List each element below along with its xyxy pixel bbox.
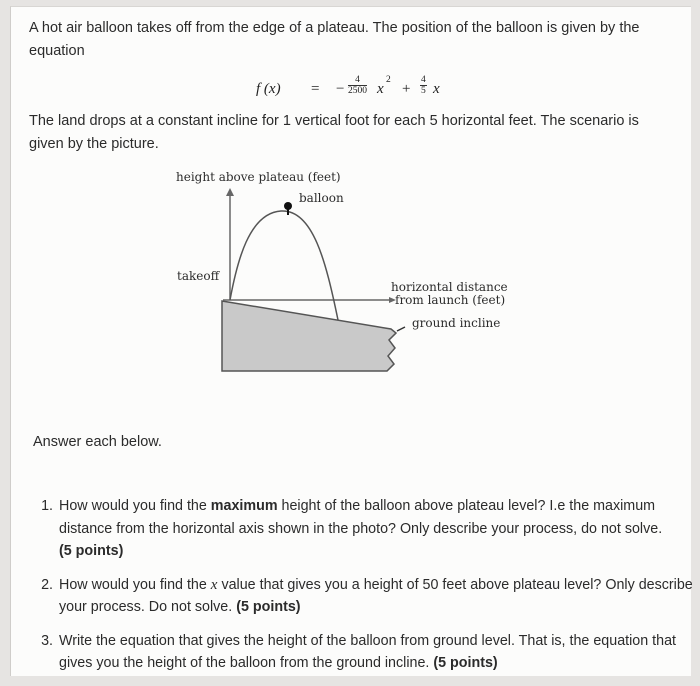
fraction-denominator: 2500: [348, 86, 367, 96]
y-axis-label: height above plateau (feet): [176, 170, 341, 184]
question-2-text-b: value that gives you a height of 50 feet above plateau level? Only describe your process. Do not solve.: [59, 576, 693, 615]
question-3: [57, 630, 697, 675]
question-2: [57, 574, 697, 619]
land-drop-paragraph: The land drops at a constant incline for 1 vertical foot for each 5 horizontal feet. The scenario is given by the picture.: [29, 113, 639, 152]
x-axis-label-line2: from launch (feet): [395, 293, 506, 307]
intro-paragraph: A hot air balloon takes off from the edge of a plateau. The position of the balloon is given by the equation: [29, 20, 640, 59]
question-3-points: (5 points): [433, 655, 498, 671]
equation-x: x: [433, 81, 440, 97]
question-1-text-b: height of the balloon above plateau level? I.e the maximum distance from the horizontal axis shown in the photo? Only describe your process, do not solve.: [59, 498, 663, 537]
plateau-ground: [222, 301, 396, 371]
equation-exponent: 2: [386, 75, 391, 85]
fraction-numerator: 4: [421, 75, 426, 85]
question-3-text: Write the equation that gives the height of the balloon from ground level. That is, the equation that gives you the height of the balloon from the ground incline.: [59, 632, 677, 671]
balloon-trajectory: [230, 211, 338, 320]
question-2-text-a: How would you find the: [59, 576, 211, 593]
question-list: [35, 495, 697, 686]
balloon-marker: [284, 202, 292, 210]
question-1-bold-word: maximum: [210, 498, 278, 514]
question-1: [57, 495, 697, 563]
question-1-points: (5 points): [59, 543, 124, 559]
takeoff-label: takeoff: [177, 269, 220, 283]
question-2-points: (5 points): [236, 599, 301, 615]
equation-equals: =: [311, 81, 320, 97]
balloon-label: balloon: [299, 191, 344, 205]
fraction-denominator: 5: [421, 86, 426, 96]
equation-plus: +: [402, 81, 411, 97]
incline-label: ground incline: [412, 316, 501, 330]
x-axis-label-line1: horizontal distance: [391, 280, 508, 294]
incline-pointer: [397, 327, 405, 331]
question-2-variable: x: [210, 576, 218, 593]
question-1-text-a: How would you find the: [59, 498, 211, 514]
equation-lhs: f (x): [256, 81, 281, 97]
document-page: [10, 6, 691, 676]
equation-minus: −: [336, 81, 345, 97]
y-axis-arrow: [226, 188, 234, 196]
answer-prompt: Answer each below.: [33, 434, 162, 450]
equation-x-squared-base: x: [377, 81, 384, 97]
fraction-numerator: 4: [348, 75, 367, 86]
